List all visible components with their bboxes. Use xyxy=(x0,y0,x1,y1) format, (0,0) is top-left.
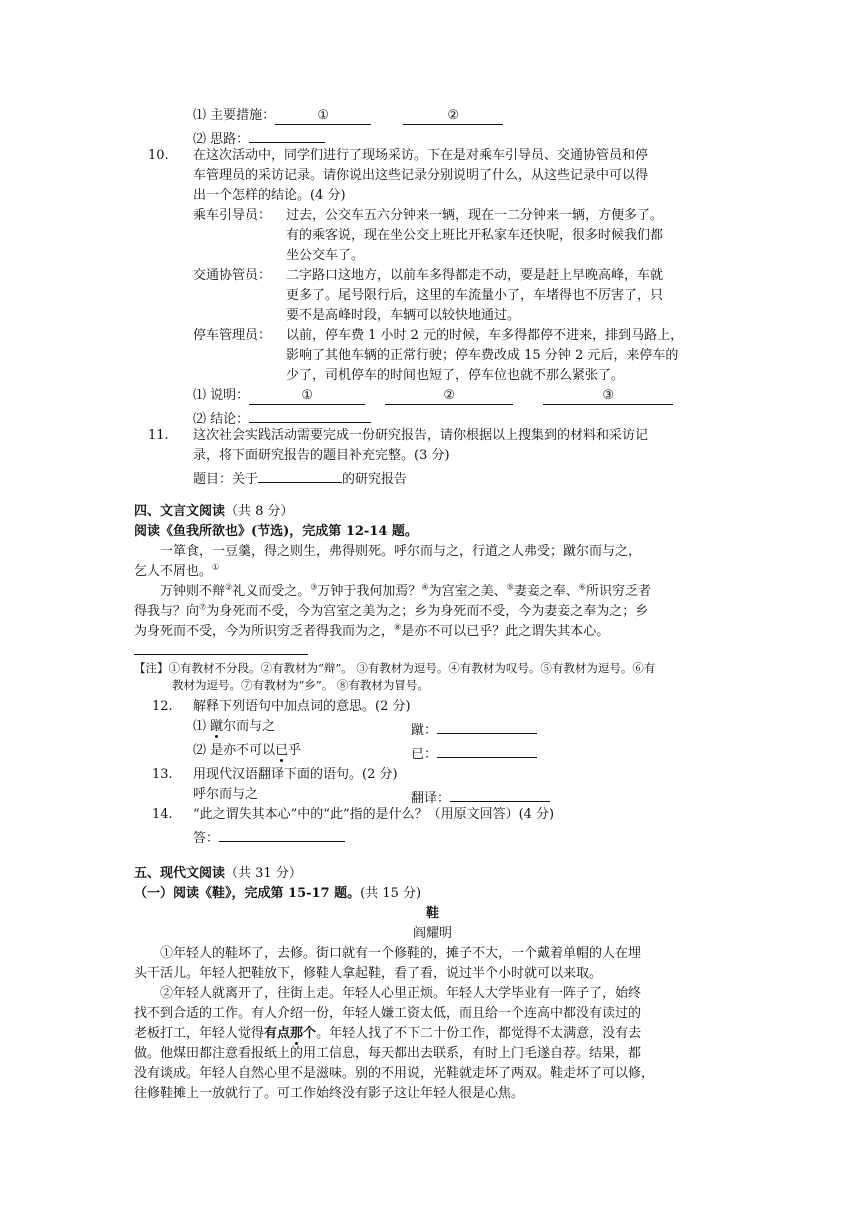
q13-ans-blank[interactable] xyxy=(450,785,550,802)
q9-blank-1[interactable]: ① xyxy=(275,108,371,125)
sec5-heading xyxy=(134,864,302,884)
q10-blank-2[interactable]: ② xyxy=(385,388,513,405)
sec4-p1-l2 xyxy=(134,562,219,582)
p2-seg-e: 妻妾之奉、 xyxy=(513,584,579,599)
q11-number: 11. xyxy=(148,428,169,443)
q10-blank-3[interactable]: ③ xyxy=(543,388,673,405)
story-p2-l3-c: 。年轻人找了不下二十份工作，都觉得不太满意，没有去 xyxy=(316,1026,642,1041)
q10-explain-line xyxy=(193,386,673,406)
q10-conclusion-blank[interactable] xyxy=(249,406,371,423)
footnote-divider xyxy=(134,654,308,655)
q12-i1-post: 尔而与之 xyxy=(223,719,276,734)
sec4-heading xyxy=(134,502,294,522)
p2-l2-seg-a: 得我与？向 xyxy=(134,604,200,619)
footnote-line-1: 【注】①有教材不分段。②有教材为“辩”。 ③有教材为逗号。④有教材为叹号。⑤有教材为逗号。⑥有 xyxy=(134,661,656,675)
story-p2-l2: 找不到合适的工作。有人介绍一份，年轻人嫌工资太低，而且给一个连高中都没有读过的 xyxy=(134,1006,642,1021)
q9-measures-line xyxy=(193,106,503,126)
sec5-subheading xyxy=(134,884,421,904)
story-p2-l4: 做。他煤田都注意看报纸上的用工信息，每天都出去联系，有时上门毛遂自荐。结果，都 xyxy=(134,1046,642,1061)
q11-title-blank[interactable] xyxy=(258,466,342,483)
q13-number: 13. xyxy=(152,767,173,782)
p2-l2-seg-b: 为身死而不受，今为宫室之美为之；乡为身死而不受，今为妻妾之奉为之；乡 xyxy=(206,604,649,619)
q10-traffic-label: 交通协管员： xyxy=(193,268,272,283)
q12-i2-post: 乎 xyxy=(288,743,302,758)
story-p2-l3 xyxy=(134,1024,641,1044)
story-p1-l2: 头干活儿。年轻人把鞋放下，修鞋人拿起鞋，看了看，说过半个小时就可以来取。 xyxy=(134,966,603,981)
story-p2-l6: 往修鞋摊上一放就行了。可工作始终没有影子这让年轻人很是心焦。 xyxy=(134,1086,525,1101)
q12-answer-2 xyxy=(411,741,537,765)
q9-measures-label: ⑴ 主要措施： xyxy=(193,108,276,123)
p2-seg-d: 为宫室之美、 xyxy=(428,584,507,599)
q13-sentence: 呼尔而与之 xyxy=(193,787,259,802)
p2-l3-seg-b: 是亦不可以已乎？此之谓失其本心。 xyxy=(401,624,610,639)
q10-guide-label: 乘车引导员： xyxy=(193,208,272,223)
q10-line-2: 车管理员的采访记录。请你说出这些记录分别说明了什么，从这些记录中可以得 xyxy=(193,168,649,183)
q12-i1-dotted-word: 蹴 xyxy=(210,719,224,734)
sec5-sub-score: (共 15 分) xyxy=(360,886,422,901)
q14-answer xyxy=(193,825,345,849)
bold-phrase-dotted: 那 xyxy=(290,1026,304,1041)
p2-seg-b: 礼义而受之。 xyxy=(232,584,311,599)
story-title: 鞋 xyxy=(425,906,439,921)
q9-idea-label: ⑵ 思路： xyxy=(193,132,250,147)
q10-parking-l2: 影响了其他车辆的正常行驶；停车费改成 15 分钟 2 元后，来停车的 xyxy=(286,348,679,363)
note-mark-7: ⑦ xyxy=(199,602,207,612)
q9-blank-2[interactable]: ② xyxy=(403,108,503,125)
q10-blank-1[interactable]: ① xyxy=(249,388,365,405)
story-p2-l3-a: 老板打工，年轻人觉得 xyxy=(134,1026,265,1041)
q12-answer-1 xyxy=(411,717,537,741)
bold-phrase-part-3: 个 xyxy=(303,1026,317,1041)
note-mark-6: ⑥ xyxy=(578,582,586,592)
sec4-head: 四、文言文阅读 xyxy=(134,504,226,519)
story-p2-l5: 没有谈成。年轻人自然心里不是滋味。别的不用说，光鞋就走坏了两双。鞋走坏了可以修， xyxy=(134,1066,655,1081)
sec4-instruction: 阅读《鱼我所欲也》(节选)，完成第 12-14 题。 xyxy=(134,524,418,539)
story-p1-l1: ①年轻人的鞋坏了，去修。街口就有一个修鞋的，摊子不大，一个戴着单帽的人在埋 xyxy=(160,946,642,961)
q10-guide-l1: 过去，公交车五六分钟来一辆，现在一二分钟来一辆，方便多了。 xyxy=(286,208,664,223)
p2-seg-c: 万钟于我何加焉？ xyxy=(317,584,422,599)
note-mark-8: ⑧ xyxy=(394,622,402,632)
p2-l3-seg-a: 为身死而不受，今为所识穷乏者得我而为之， xyxy=(134,624,395,639)
q11-title-post: 的研究报告 xyxy=(342,472,408,487)
sec4-p1-l2-text: 乞人不屑也。 xyxy=(134,564,213,579)
q10-traffic-l1: 二字路口这地方，以前车多得都走不动，要是赶上早晚高峰，车就 xyxy=(286,268,664,283)
q12-ans2-blank[interactable] xyxy=(437,741,537,758)
q9-idea-blank[interactable] xyxy=(249,126,325,143)
q11-line-2: 录，将下面研究报告的题目补充完整。(3 分) xyxy=(193,448,450,463)
q10-line-3: 出一个怎样的结论。(4 分) xyxy=(193,188,346,203)
q10-explain-label: ⑴ 说明： xyxy=(193,388,250,403)
q10-number: 10. xyxy=(148,148,169,163)
q10-parking-label: 停车管理员： xyxy=(193,328,272,343)
q12-item-2 xyxy=(193,741,301,761)
q13-ans-label: 翻译： xyxy=(411,791,451,806)
note-mark-5: ⑤ xyxy=(506,582,514,592)
q12-i2-dotted-word: 已 xyxy=(275,743,289,758)
q10-traffic-l2: 更多了。尾号限行后，这里的车流量小了，车堵得也不厉害了，只 xyxy=(286,288,664,303)
q14-text: “此之谓失其本心”中的“此”指的是什么？（用原文回答）(4 分) xyxy=(193,807,555,822)
note-mark-2: ② xyxy=(225,582,233,592)
q14-ans-blank[interactable] xyxy=(219,825,345,842)
q12-text: 解释下列语句中加点词的意思。(2 分) xyxy=(193,699,411,714)
q10-guide-l2: 有的乘客说，现在坐公交上班比开私家车还快呢，很多时候我们都 xyxy=(286,228,664,243)
q13-text: 用现代汉语翻译下面的语句。(2 分) xyxy=(193,767,398,782)
story-author: 阎耀明 xyxy=(412,926,452,941)
sec4-p2-l1 xyxy=(160,582,651,602)
p2-seg-a: 万钟则不辩 xyxy=(160,584,226,599)
q11-title-line xyxy=(193,466,407,490)
q12-i2-pre: ⑵ 是亦不可以 xyxy=(193,743,276,758)
q10-conclusion-label: ⑵ 结论： xyxy=(193,412,250,427)
q12-ans2-label: 已： xyxy=(411,747,438,762)
sec4-p2-l2 xyxy=(134,602,648,622)
note-mark-1: ① xyxy=(212,562,220,572)
bold-phrase xyxy=(264,1026,316,1041)
note-mark-4: ④ xyxy=(421,582,429,592)
bold-phrase-part-1: 有点 xyxy=(264,1026,291,1041)
q14-ans-label: 答： xyxy=(193,831,220,846)
q14-number: 14. xyxy=(152,807,173,822)
sec4-score: （共 8 分） xyxy=(225,504,294,519)
q12-number: 12. xyxy=(152,699,173,714)
note-mark-3: ③ xyxy=(310,582,318,592)
sec5-head: 五、现代文阅读 xyxy=(134,866,226,881)
sec4-p1-l1: 一箪食，一豆羹，得之则生，弗得则死。呼尔而与之，行道之人弗受；蹴尔而与之， xyxy=(160,544,642,559)
q12-ans1-label: 蹴： xyxy=(411,723,438,738)
q10-traffic-l3: 要不是高峰时段，车辆可以较快地通过。 xyxy=(286,308,521,323)
footnote-line-2: 教材为逗号。⑦有教材为“乡”。 ⑧有教材为冒号。 xyxy=(172,678,429,692)
q12-ans1-blank[interactable] xyxy=(437,717,537,734)
sec5-sub: （一）阅读《鞋》，完成第 15-17 题。 xyxy=(134,886,361,901)
q10-parking-l3: 少了，司机停车的时间也短了，停车位也就不那么紧张了。 xyxy=(286,368,625,383)
q11-line-1: 这次社会实践活动需要完成一份研究报告，请你根据以上搜集到的材料和采访记 xyxy=(193,428,649,443)
q11-title-pre: 题目：关于 xyxy=(193,472,259,487)
sec4-p2-l3 xyxy=(134,622,609,642)
p2-seg-f: 所识穷乏者 xyxy=(585,584,651,599)
q12-item-1 xyxy=(193,717,275,737)
q10-guide-l3: 坐公交车了。 xyxy=(286,248,365,263)
q10-parking-l1: 以前，停车费 1 小时 2 元的时候，车多得都停不进来，排到马路上， xyxy=(286,328,684,343)
story-p2-l1: ②年轻人就离开了，往街上走。年轻人心里正烦。年轻人大学毕业有一阵子了，始终 xyxy=(160,986,642,1001)
sec5-score: （共 31 分） xyxy=(225,866,302,881)
q10-line-1: 在这次活动中，同学们进行了现场采访。下在是对乘车引导员、交通协管员和停 xyxy=(193,148,649,163)
q12-i1-pre: ⑴ xyxy=(193,719,211,734)
